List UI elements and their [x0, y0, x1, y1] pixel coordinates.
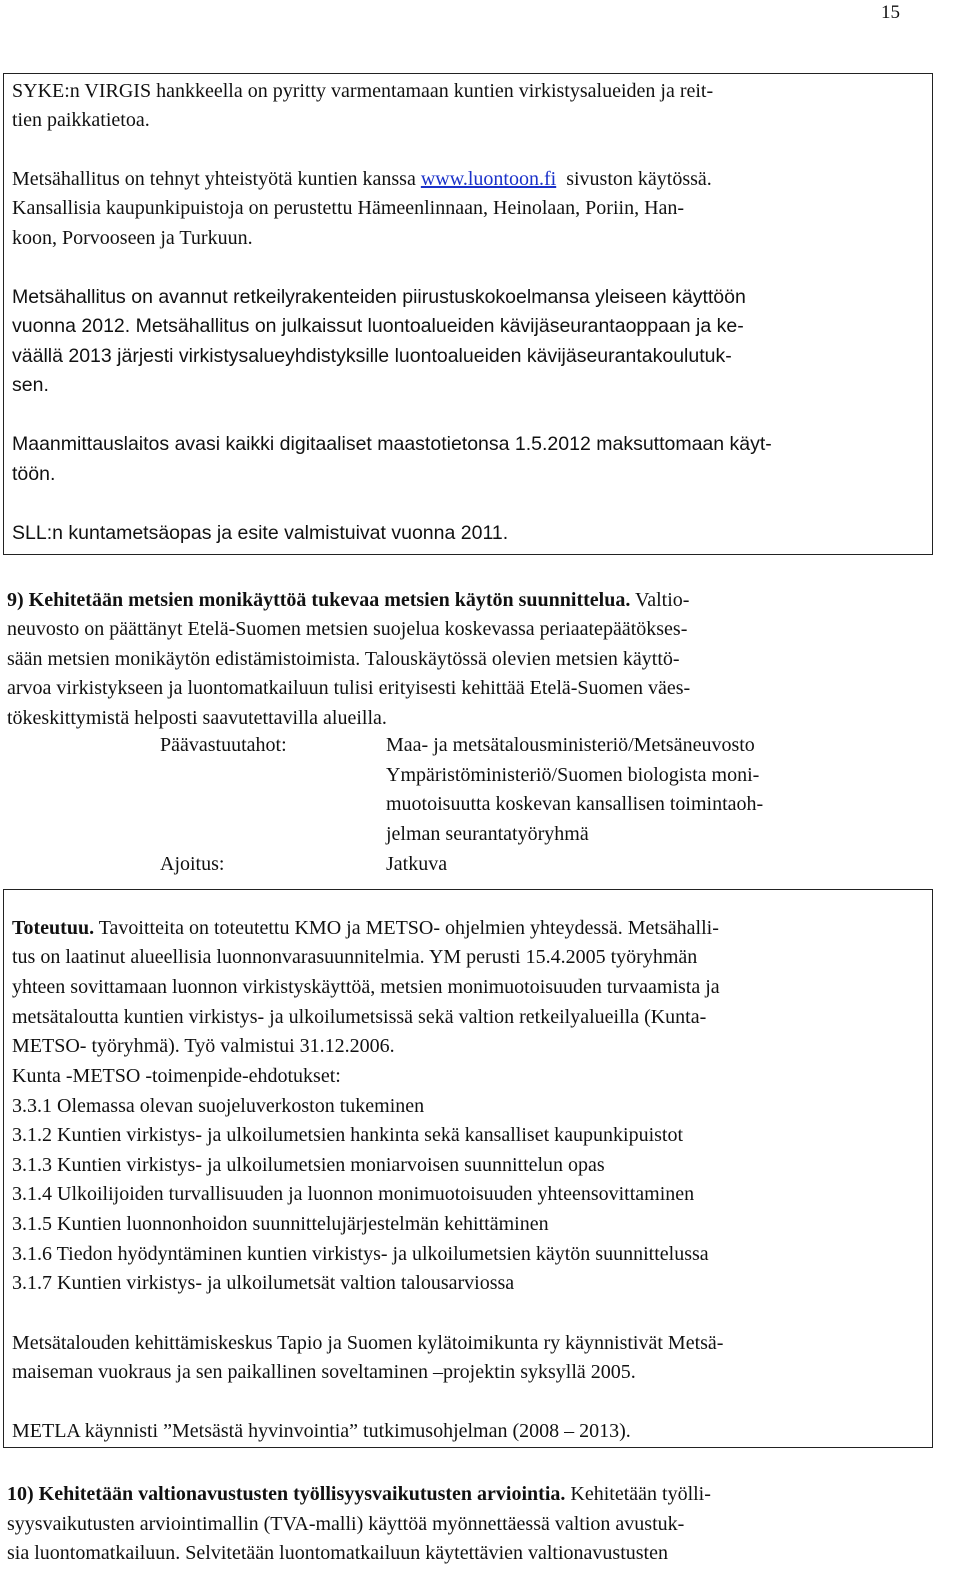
- page-number: 15: [881, 2, 900, 23]
- box1-p5: SLL:n kuntametsäopas ja esite valmistuivat vuonna 2011.: [12, 522, 509, 544]
- box1-p3-line2: vuonna 2012. Metsähallitus on julkaissut luontoalueiden kävijäseurantaoppaan ja ke-: [12, 315, 744, 337]
- responsible-line1: Maa- ja metsätalousministeriö/Metsäneuvosto: [386, 734, 755, 756]
- box1-p3-line4: sen.: [12, 374, 49, 396]
- responsible-line4: jelman seurantatyöryhmä: [386, 823, 589, 845]
- timing-value: Jatkuva: [386, 853, 448, 875]
- box2-item-316: 3.1.6 Tiedon hyödyntäminen kuntien virkistys- ja ulkoilumetsien käytön suunnittelussa: [12, 1243, 709, 1265]
- box1-p3-line3: väällä 2013 järjesti virkistysalueyhdistyksille luontoalueiden kävijäseurantakoulutuk-: [12, 345, 732, 367]
- box1-p2-line3: koon, Porvooseen ja Turkuun.: [12, 227, 253, 249]
- box1-p2-line1: [12, 165, 712, 194]
- section10-line1-rest: Kehitetään työlli-: [565, 1483, 711, 1505]
- section10-heading: 10) Kehitetään valtionavustusten työllisyysvaikutusten arviointia.: [7, 1483, 566, 1505]
- box2-line1: [12, 914, 719, 943]
- section9-heading: 9) Kehitetään metsien monikäyttöä tukevaa metsien käytön suunnittelua.: [7, 589, 631, 611]
- section9-line1: [7, 586, 689, 615]
- responsible-label: Päävastuutahot:: [160, 734, 287, 756]
- box1-p1-line1: SYKE:n VIRGIS hankkeella on pyritty varmentamaan kuntien virkistysalueiden ja reit-: [12, 80, 714, 102]
- box2-line3: yhteen sovittamaan luonnon virkistyskäyttöä, metsien monimuotoisuuden turvaamista ja: [12, 976, 720, 998]
- timing-label: Ajoitus:: [160, 853, 225, 875]
- box2-tapio-line2: maiseman vuokraus ja sen paikallinen soveltaminen –projektin syksyllä 2005.: [12, 1361, 636, 1383]
- box2-line5: METSO- työryhmä). Työ valmistui 31.12.2006.: [12, 1035, 395, 1057]
- responsible-line2: Ympäristöministeriö/Suomen biologista moni-: [386, 764, 760, 786]
- section10-line2: syysvaikutusten arviointimallin (TVA-malli) käyttöä myönnettäessä valtion avustuk-: [7, 1513, 685, 1535]
- section9-line3: sään metsien monikäytön edistämistoimista. Talouskäytössä olevien metsien käyttö-: [7, 648, 680, 670]
- box2-line2: tus on laatinut alueellisia luonnonvarasuunnitelmia. YM perusti 15.4.2005 työryhmän: [12, 946, 698, 968]
- box2-item-314: 3.1.4 Ulkoilijoiden turvallisuuden ja luonnon monimuotoisuuden yhteensovittaminen: [12, 1183, 695, 1205]
- box2-item-317: 3.1.7 Kuntien virkistys- ja ulkoilumetsät valtion talousarviossa: [12, 1272, 515, 1294]
- box1-p1-line2: tien paikkatietoa.: [12, 109, 150, 131]
- box1-p2-line2: Kansallisia kaupunkipuistoja on perustettu Hämeenlinnaan, Heinolaan, Poriin, Han-: [12, 197, 685, 219]
- info-box-recreation: [3, 73, 933, 555]
- luontoon-link[interactable]: www.luontoon.fi: [420, 168, 557, 190]
- box1-p3-line1: Metsähallitus on avannut retkeilyrakenteiden piirustuskokoelmansa yleiseen käyttöön: [12, 286, 746, 308]
- box2-lead-bold: Toteutuu.: [12, 917, 95, 939]
- box1-p2-end: sivuston käytössä.: [556, 168, 712, 190]
- section9-line5: tökeskittymistä helposti saavutettavilla alueilla.: [7, 707, 387, 729]
- box2-item-313: 3.1.3 Kuntien virkistys- ja ulkoilumetsien moniarvoisen suunnittelun opas: [12, 1154, 605, 1176]
- section9-line4: arvoa virkistykseen ja luontomatkailuun tulisi erityisesti kehittää Etelä-Suomen väes-: [7, 677, 691, 699]
- box2-tapio-line1: Metsätalouden kehittämiskeskus Tapio ja Suomen kylätoimikunta ry käynnistivät Metsä-: [12, 1332, 724, 1354]
- info-box-implementation: [3, 889, 933, 1448]
- box1-p4-line2: töön.: [12, 463, 56, 485]
- box1-p4-line1: Maanmittauslaitos avasi kaikki digitaaliset maastotietonsa 1.5.2012 maksuttomaan käyt-: [12, 433, 772, 455]
- section9-line1-rest: Valtio-: [630, 589, 690, 611]
- section10-line1: [7, 1480, 711, 1509]
- section9-line2: neuvosto on päättänyt Etelä-Suomen metsien suojelua koskevassa periaatepäätökses-: [7, 618, 688, 640]
- box2-line6: Kunta -METSO -toimenpide-ehdotukset:: [12, 1065, 341, 1087]
- box2-line4: metsätaloutta kuntien virkistys- ja ulkoilumetsissä sekä valtion retkeilyalueilla (Kunta-: [12, 1006, 707, 1028]
- box2-item-331: 3.3.1 Olemassa olevan suojeluverkoston tukeminen: [12, 1095, 425, 1117]
- box1-p2-start: Metsähallitus on tehnyt yhteistyötä kuntien kanssa: [12, 168, 421, 190]
- box2-item-312: 3.1.2 Kuntien virkistys- ja ulkoilumetsien hankinta sekä kansalliset kaupunkipuistot: [12, 1124, 684, 1146]
- box2-item-315: 3.1.5 Kuntien luonnonhoidon suunnittelujärjestelmän kehittäminen: [12, 1213, 549, 1235]
- box2-lead-rest: Tavoitteita on toteutettu KMO ja METSO- ohjelmien yhteydessä. Metsähalli-: [94, 917, 719, 939]
- box2-metla: METLA käynnisti ”Metsästä hyvinvointia” tutkimusohjelman (2008 – 2013).: [12, 1420, 631, 1442]
- section10-line3: sia luontomatkailuun. Selvitetään luontomatkailuun käytettävien valtionavustusten: [7, 1542, 668, 1564]
- responsible-line3: muotoisuutta koskevan kansallisen toimintaoh-: [386, 793, 764, 815]
